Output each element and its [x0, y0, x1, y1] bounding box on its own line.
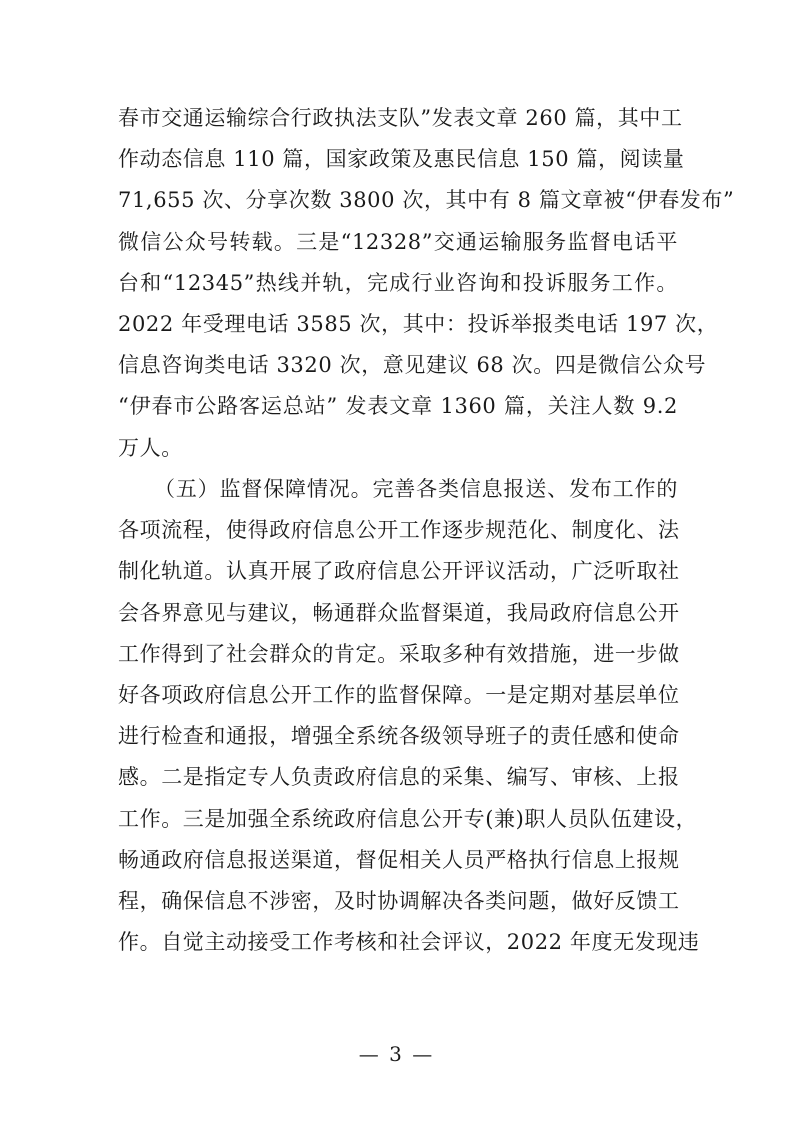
text-line: 春市交通运输综合行政执法支队”发表文章 260 篇，其中工 [118, 106, 683, 130]
paragraph-supervision [118, 469, 700, 963]
text-line: 作动态信息 110 篇，国家政策及惠民信息 150 篇，阅读量 [118, 147, 685, 172]
text-line: “伊春市公路客运总站” 发表文章 1360 篇，关注人数 9.2 [118, 394, 678, 419]
page-number: — 3 — [358, 1042, 435, 1066]
text-segment: 完善各类信息报送、发布工作的 [372, 477, 678, 501]
text-line: 进行检查和通报，增强全系统各级领导班子的责任感和使命 [118, 724, 680, 749]
text-line: 万人。 [118, 435, 183, 460]
text-line: 工作得到了社会群众的肯定。采取多种有效措施，进一步做 [118, 641, 680, 666]
text-line: 作。自觉主动接受工作考核和社会评议，2022 年度无发现违 [118, 930, 700, 955]
text-line: 各项流程，使得政府信息公开工作逐步规范化、制度化、法 [118, 518, 680, 543]
text-line: 畅通政府信息报送渠道，督促相关人员严格执行信息上报规 [118, 847, 680, 872]
text-line: 感。二是指定专人负责政府信息的采集、编写、审核、上报 [118, 765, 680, 790]
text-line-first [118, 469, 678, 510]
text-line: 71,655 次、分享次数 3800 次，其中有 8 篇文章被“伊春发布” [118, 188, 735, 213]
text-line: 微信公众号转载。三是“12328”交通运输服务监督电话平 [118, 229, 678, 254]
text-line: 工作。三是加强全系统政府信息公开专(兼)职人员队伍建设， [118, 806, 698, 831]
section-heading: （五）监督保障情况。 [154, 477, 373, 501]
text-line: 好各项政府信息公开工作的监督保障。一是定期对基层单位 [118, 682, 680, 707]
text-line: 信息咨询类电话 3320 次，意见建议 68 次。四是微信公众号 [118, 353, 707, 378]
text-line: 台和“12345”热线并轨，完成行业咨询和投诉服务工作。 [118, 270, 678, 295]
text-line: 程，确保信息不涉密，及时协调解决各类问题，做好反馈工 [118, 888, 680, 913]
text-line: 会各界意见与建议，畅通群众监督渠道，我局政府信息公开 [118, 600, 680, 625]
text-line: 制化轨道。认真开展了政府信息公开评议活动，广泛听取社 [118, 559, 680, 584]
paragraph-statistics [118, 98, 735, 469]
text-line: 2022 年受理电话 3585 次，其中：投诉举报类电话 197 次， [118, 311, 719, 336]
